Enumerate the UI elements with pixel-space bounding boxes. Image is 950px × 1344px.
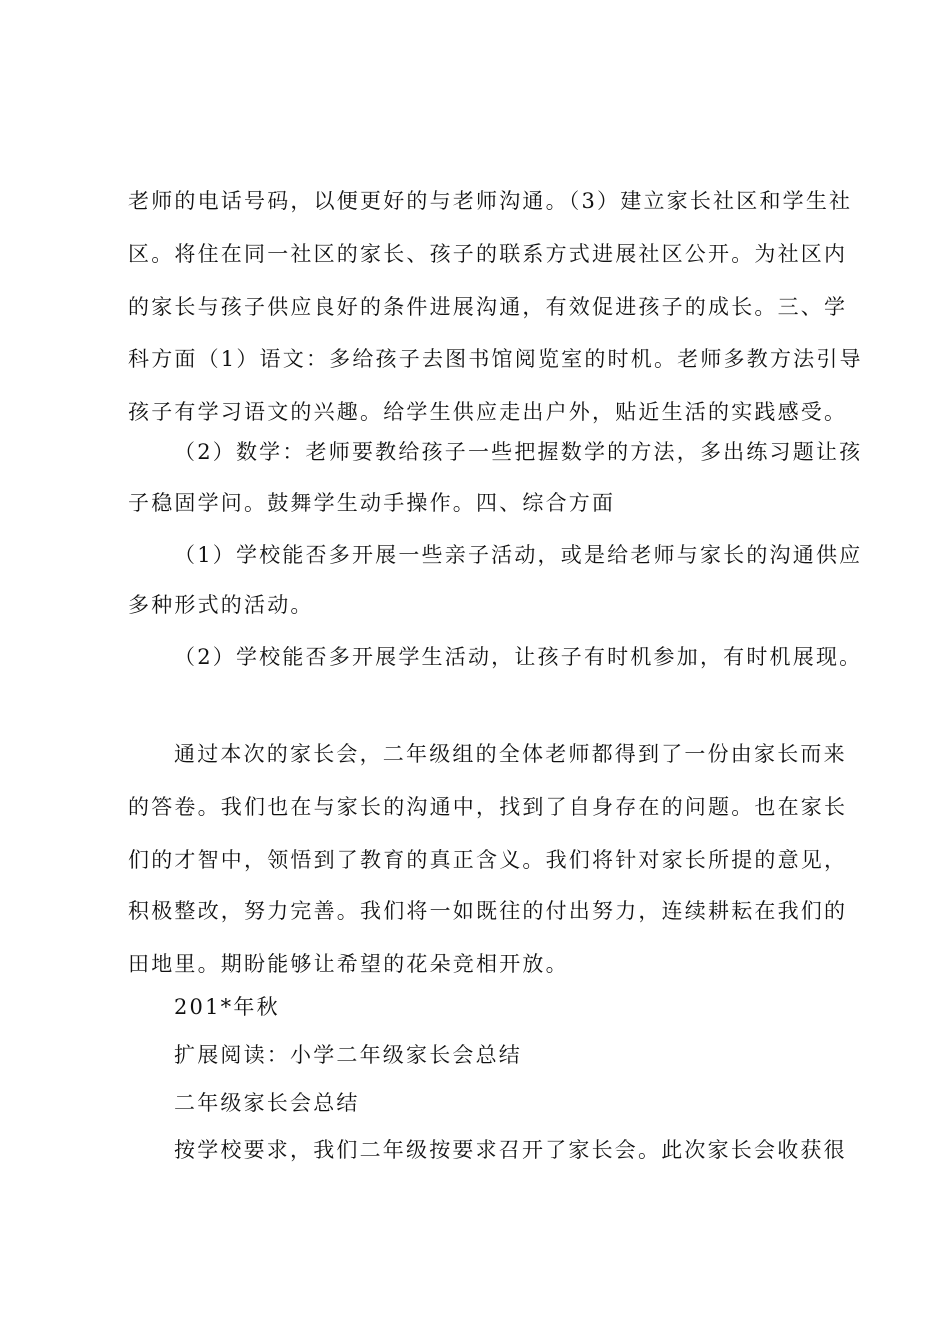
text-line: 孩子有学习语文的兴趣。给学生供应走出户外，贴近生活的实践感受。 xyxy=(128,400,848,424)
text-line: 老师的电话号码，以便更好的与老师沟通。（3）建立家长社区和学生社 xyxy=(128,189,853,213)
text-line: （1）学校能否多开展一些亲子活动，或是给老师与家长的沟通供应 xyxy=(174,543,863,567)
section-title: 二年级家长会总结 xyxy=(174,1091,360,1115)
text-line: 按学校要求，我们二年级按要求召开了家长会。此次家长会收获很 xyxy=(174,1138,847,1162)
text-line: 们的才智中，领悟到了教育的真正含义。我们将针对家长所提的意见， xyxy=(128,848,848,872)
text-line: （2）数学：老师要教给孩子一些把握数学的方法，多出练习题让孩 xyxy=(174,440,863,464)
text-line: 积极整改，努力完善。我们将一如既往的付出努力，连续耕耘在我们的 xyxy=(128,899,848,923)
date-line: 201*年秋 xyxy=(174,995,280,1019)
text-line: （2）学校能否多开展学生活动，让孩子有时机参加，有时机展现。 xyxy=(174,645,863,669)
text-line: 通过本次的家长会，二年级组的全体老师都得到了一份由家长而来 xyxy=(174,742,847,766)
extended-reading-heading: 扩展阅读：小学二年级家长会总结 xyxy=(174,1043,522,1067)
text-line: 区。将住在同一社区的家长、孩子的联系方式进展社区公开。为社区内 xyxy=(128,242,848,266)
text-line: 的家长与孩子供应良好的条件进展沟通，有效促进孩子的成长。三、学 xyxy=(128,295,848,319)
text-line: 多种形式的活动。 xyxy=(128,593,314,617)
text-line: 科方面（1）语文：多给孩子去图书馆阅览室的时机。老师多教方法引导 xyxy=(128,347,863,371)
text-line: 田地里。期盼能够让希望的花朵竞相开放。 xyxy=(128,952,569,976)
text-line: 的答卷。我们也在与家长的沟通中，找到了自身存在的问题。也在家长 xyxy=(128,795,848,819)
text-line: 子稳固学问。鼓舞学生动手操作。四、综合方面 xyxy=(128,491,616,515)
